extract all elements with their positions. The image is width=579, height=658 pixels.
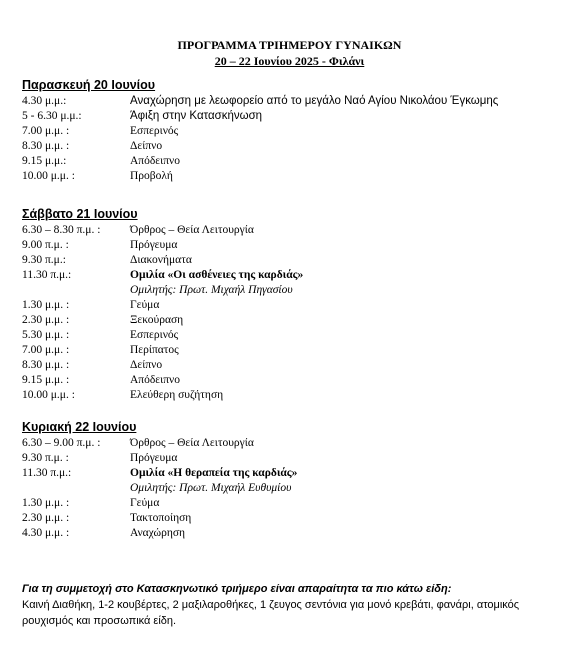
row-activity: Όρθρος – Θεία Λειτουργία: [130, 437, 254, 449]
row-time: 4.30 μ.μ. :: [22, 527, 70, 539]
row-time: 4.30 μ.μ.:: [22, 95, 67, 107]
row-time: 11.30 π.μ.:: [22, 269, 72, 281]
row-activity: Απόδειπνο: [130, 155, 180, 167]
row-activity: Όρθρος – Θεία Λειτουργία: [130, 224, 254, 236]
row-activity: Απόδειπνο: [130, 374, 180, 386]
requirements-heading: Για τη συμμετοχή στο Κατασκηνωτικό τριήμερο είναι απαραίτητα τα πιο κάτω είδη:: [22, 583, 452, 595]
row-time: 5.30 μ.μ. :: [22, 329, 70, 341]
row-time: 8.30 μ.μ. :: [22, 140, 70, 152]
row-time: 6.30 – 9.00 π.μ. :: [22, 437, 101, 449]
page-subtitle: 20 – 22 Ιουνίου 2025 - Φιλάνι: [214, 54, 365, 68]
speaker-line: Ομιλητής: Πρωτ. Μιχαήλ Ευθυμίου: [130, 482, 292, 494]
row-time: 7.00 μ.μ. :: [22, 344, 70, 356]
row-activity: Προβολή: [130, 170, 173, 182]
row-activity: Δείπνο: [130, 359, 163, 371]
row-time: 9.15 μ.μ. :: [22, 374, 70, 386]
row-time: 2.30 μ.μ. :: [22, 512, 70, 524]
row-time: 10.00 μ.μ. :: [22, 389, 75, 401]
row-activity: Τακτοποίηση: [130, 512, 192, 524]
row-time: 11.30 π.μ.:: [22, 467, 72, 479]
row-activity: Εσπερινός: [130, 125, 179, 137]
row-time: 8.30 μ.μ. :: [22, 359, 70, 371]
row-activity: Άφιξη στην Κατασκήνωση: [130, 110, 263, 122]
row-activity: Αναχώρηση με λεωφορείο από το μεγάλο Ναό Αγίου Νικολάου Έγκωμης: [130, 95, 499, 107]
row-time: 1.30 μ.μ. :: [22, 497, 70, 509]
row-activity: Περίπατος: [130, 344, 179, 356]
talk-title: Ομιλία «Η θεραπεία της καρδιάς»: [130, 467, 298, 479]
requirements-body: Καινή Διαθήκη, 1-2 κουβέρτες, 2 μαξιλαροθήκες, 1 ζευγος σεντόνια για μονό κρεβάτι, φανάρι, ατομικός ρουχισμός και προσωπικά είδη.: [22, 599, 520, 627]
row-activity: Δείπνο: [130, 140, 163, 152]
page-title: ΠΡΟΓΡΑΜΜΑ ΤΡΙΗΜΕΡΟΥ ΓΥΝΑΙΚΩΝ: [177, 38, 402, 52]
row-time: 2.30 μ.μ. :: [22, 314, 70, 326]
row-activity: Ελεύθερη συζήτηση: [130, 389, 224, 401]
row-activity: Γεύμα: [130, 299, 160, 311]
row-time: 9.15 μ.μ.:: [22, 155, 67, 167]
row-time: 10.00 μ.μ. :: [22, 170, 75, 182]
row-activity: Πρόγευμα: [130, 239, 178, 251]
speaker-line: Ομιλητής: Πρωτ. Μιχαήλ Πηγασίου: [130, 284, 293, 296]
row-time: 9.00 π.μ. :: [22, 239, 69, 251]
row-time: 6.30 – 8.30 π.μ. :: [22, 224, 101, 236]
row-activity: Διακονήματα: [130, 254, 192, 266]
row-activity: Γεύμα: [130, 497, 160, 509]
row-time: 9.30 π.μ. :: [22, 452, 69, 464]
row-time: 9.30 π.μ.:: [22, 254, 66, 266]
row-time: 5 - 6.30 μ.μ.:: [22, 110, 82, 122]
row-activity: Αναχώρηση: [130, 527, 186, 539]
row-activity: Ξεκούραση: [130, 314, 184, 326]
talk-title: Ομιλία «Οι ασθένειες της καρδιάς»: [130, 269, 304, 281]
day-heading-sunday: Κυριακή 22 Ιουνίου: [22, 420, 137, 434]
row-activity: Εσπερινός: [130, 329, 179, 341]
row-time: 7.00 μ.μ. :: [22, 125, 70, 137]
row-time: 1.30 μ.μ. :: [22, 299, 70, 311]
day-heading-saturday: Σάββατο 21 Ιουνίου: [22, 207, 138, 221]
day-heading-friday: Παρασκευή 20 Ιουνίου: [22, 78, 156, 92]
row-activity: Πρόγευμα: [130, 452, 178, 464]
